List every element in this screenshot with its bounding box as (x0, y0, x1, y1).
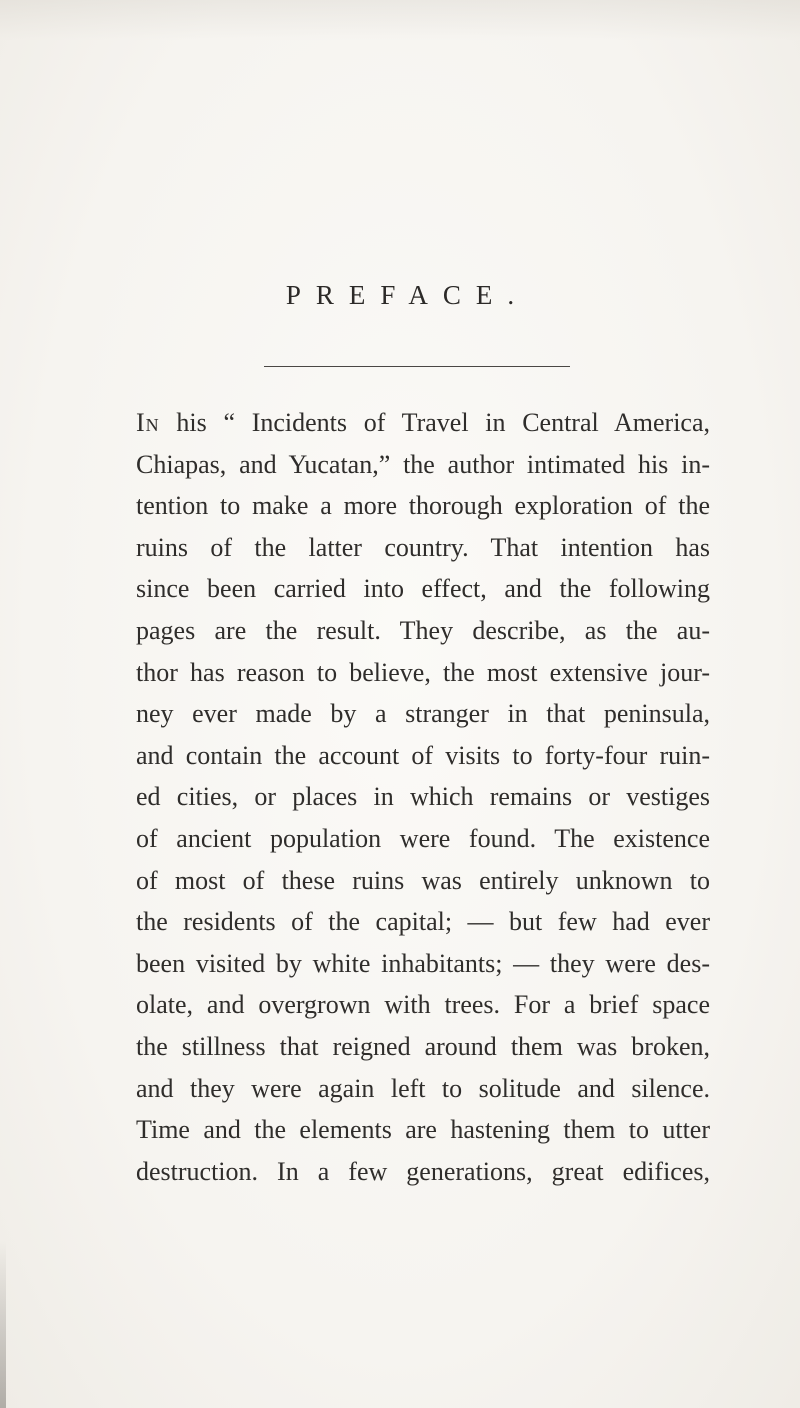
text-line: olate, and overgrown with trees. For a brief space (136, 990, 710, 1020)
text-line: ney ever made by a stranger in that peninsula, (136, 699, 710, 729)
text-line: ed cities, or places in which remains or vestiges (136, 782, 710, 812)
text-line: tention to make a more thorough exploration of the (136, 491, 710, 521)
text-line: and they were again left to solitude and silence. (136, 1073, 710, 1103)
preface-body (136, 402, 710, 1192)
binding-edge-shadow (0, 1240, 6, 1408)
text-line: Chiapas, and Yucatan,” the author intimated his in- (136, 449, 710, 479)
text-line (136, 402, 710, 444)
text-line: thor has reason to believe, the most extensive jour- (136, 657, 710, 687)
text-line: of ancient population were found. The existence (136, 823, 710, 853)
text-line-content: his “ Incidents of Travel in Central America, (176, 408, 711, 437)
text-line: since been carried into effect, and the following (136, 574, 710, 604)
text-line: Time and the elements are hastening them to utter (136, 1115, 710, 1145)
page-top-shadow (0, 0, 800, 40)
text-line: been visited by white inhabitants; — they were des- (136, 948, 710, 978)
opening-word: In (136, 408, 160, 437)
text-line: destruction. In a few generations, great edifices, (136, 1156, 710, 1186)
text-line: the stillness that reigned around them was broken, (136, 1031, 710, 1061)
text-line: of most of these ruins was entirely unknown to (136, 865, 710, 895)
title-divider (264, 366, 570, 367)
page-title: PREFACE. (285, 280, 530, 310)
text-line: and contain the account of visits to forty-four ruin- (136, 740, 710, 770)
text-line: the residents of the capital; — but few had ever (136, 907, 710, 937)
text-line: ruins of the latter country. That intention has (136, 532, 710, 562)
text-line: pages are the result. They describe, as the au- (136, 615, 710, 645)
